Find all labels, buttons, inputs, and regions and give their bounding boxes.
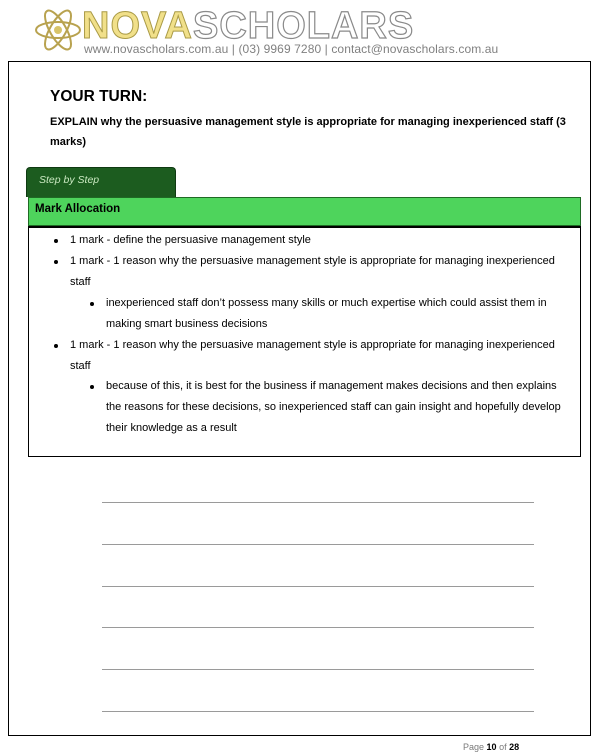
answer-line[interactable]	[102, 669, 534, 670]
page-header	[0, 0, 603, 60]
logo-scholars: SCHOLARS	[192, 5, 415, 47]
answer-line[interactable]	[102, 544, 534, 545]
question-text: EXPLAIN why the persuasive management style is appropriate for managing inexperienced staff (3 marks)	[50, 116, 566, 148]
contact-info: www.novascholars.com.au | (03) 9969 7280 | contact@novascholars.com.au	[84, 42, 499, 56]
bullet-icon	[90, 385, 94, 389]
tab-label: Step by Step	[39, 174, 100, 186]
list-item: 1 mark - 1 reason why the persuasive management style is appropriate for managing inexperienced staff	[56, 251, 556, 293]
brand-logo-text	[82, 6, 414, 46]
answer-line[interactable]	[102, 711, 534, 712]
list-item: 1 mark - 1 reason why the persuasive management style is appropriate for managing inexperienced staff	[56, 335, 556, 377]
answer-line[interactable]	[102, 502, 534, 503]
section-title: YOUR TURN:	[50, 88, 148, 105]
logo-nova: NOVA	[82, 5, 193, 47]
list-item: 1 mark - define the persuasive management style	[56, 230, 556, 251]
bullet-icon	[90, 302, 94, 306]
step-by-step-tab	[26, 167, 176, 197]
list-subitem: inexperienced staff don’t possess many skills or much expertise which could assist them in making smart business decisions	[92, 293, 562, 335]
mark-allocation-header	[28, 197, 581, 226]
mark-allocation-label: Mark Allocation	[35, 203, 121, 215]
answer-line[interactable]	[102, 627, 534, 628]
page-number: Page 10 of 28	[463, 742, 520, 752]
answer-line[interactable]	[102, 586, 534, 587]
bullet-icon	[54, 344, 58, 348]
bullet-icon	[54, 239, 58, 243]
atom-logo-icon	[33, 5, 83, 55]
list-subitem: because of this, it is best for the business if management makes decisions and then explains the reasons for these decisions, so inexperienced staff can gain insight and hopefully develop their knowledge as a result	[92, 376, 562, 439]
bullet-icon	[54, 260, 58, 264]
